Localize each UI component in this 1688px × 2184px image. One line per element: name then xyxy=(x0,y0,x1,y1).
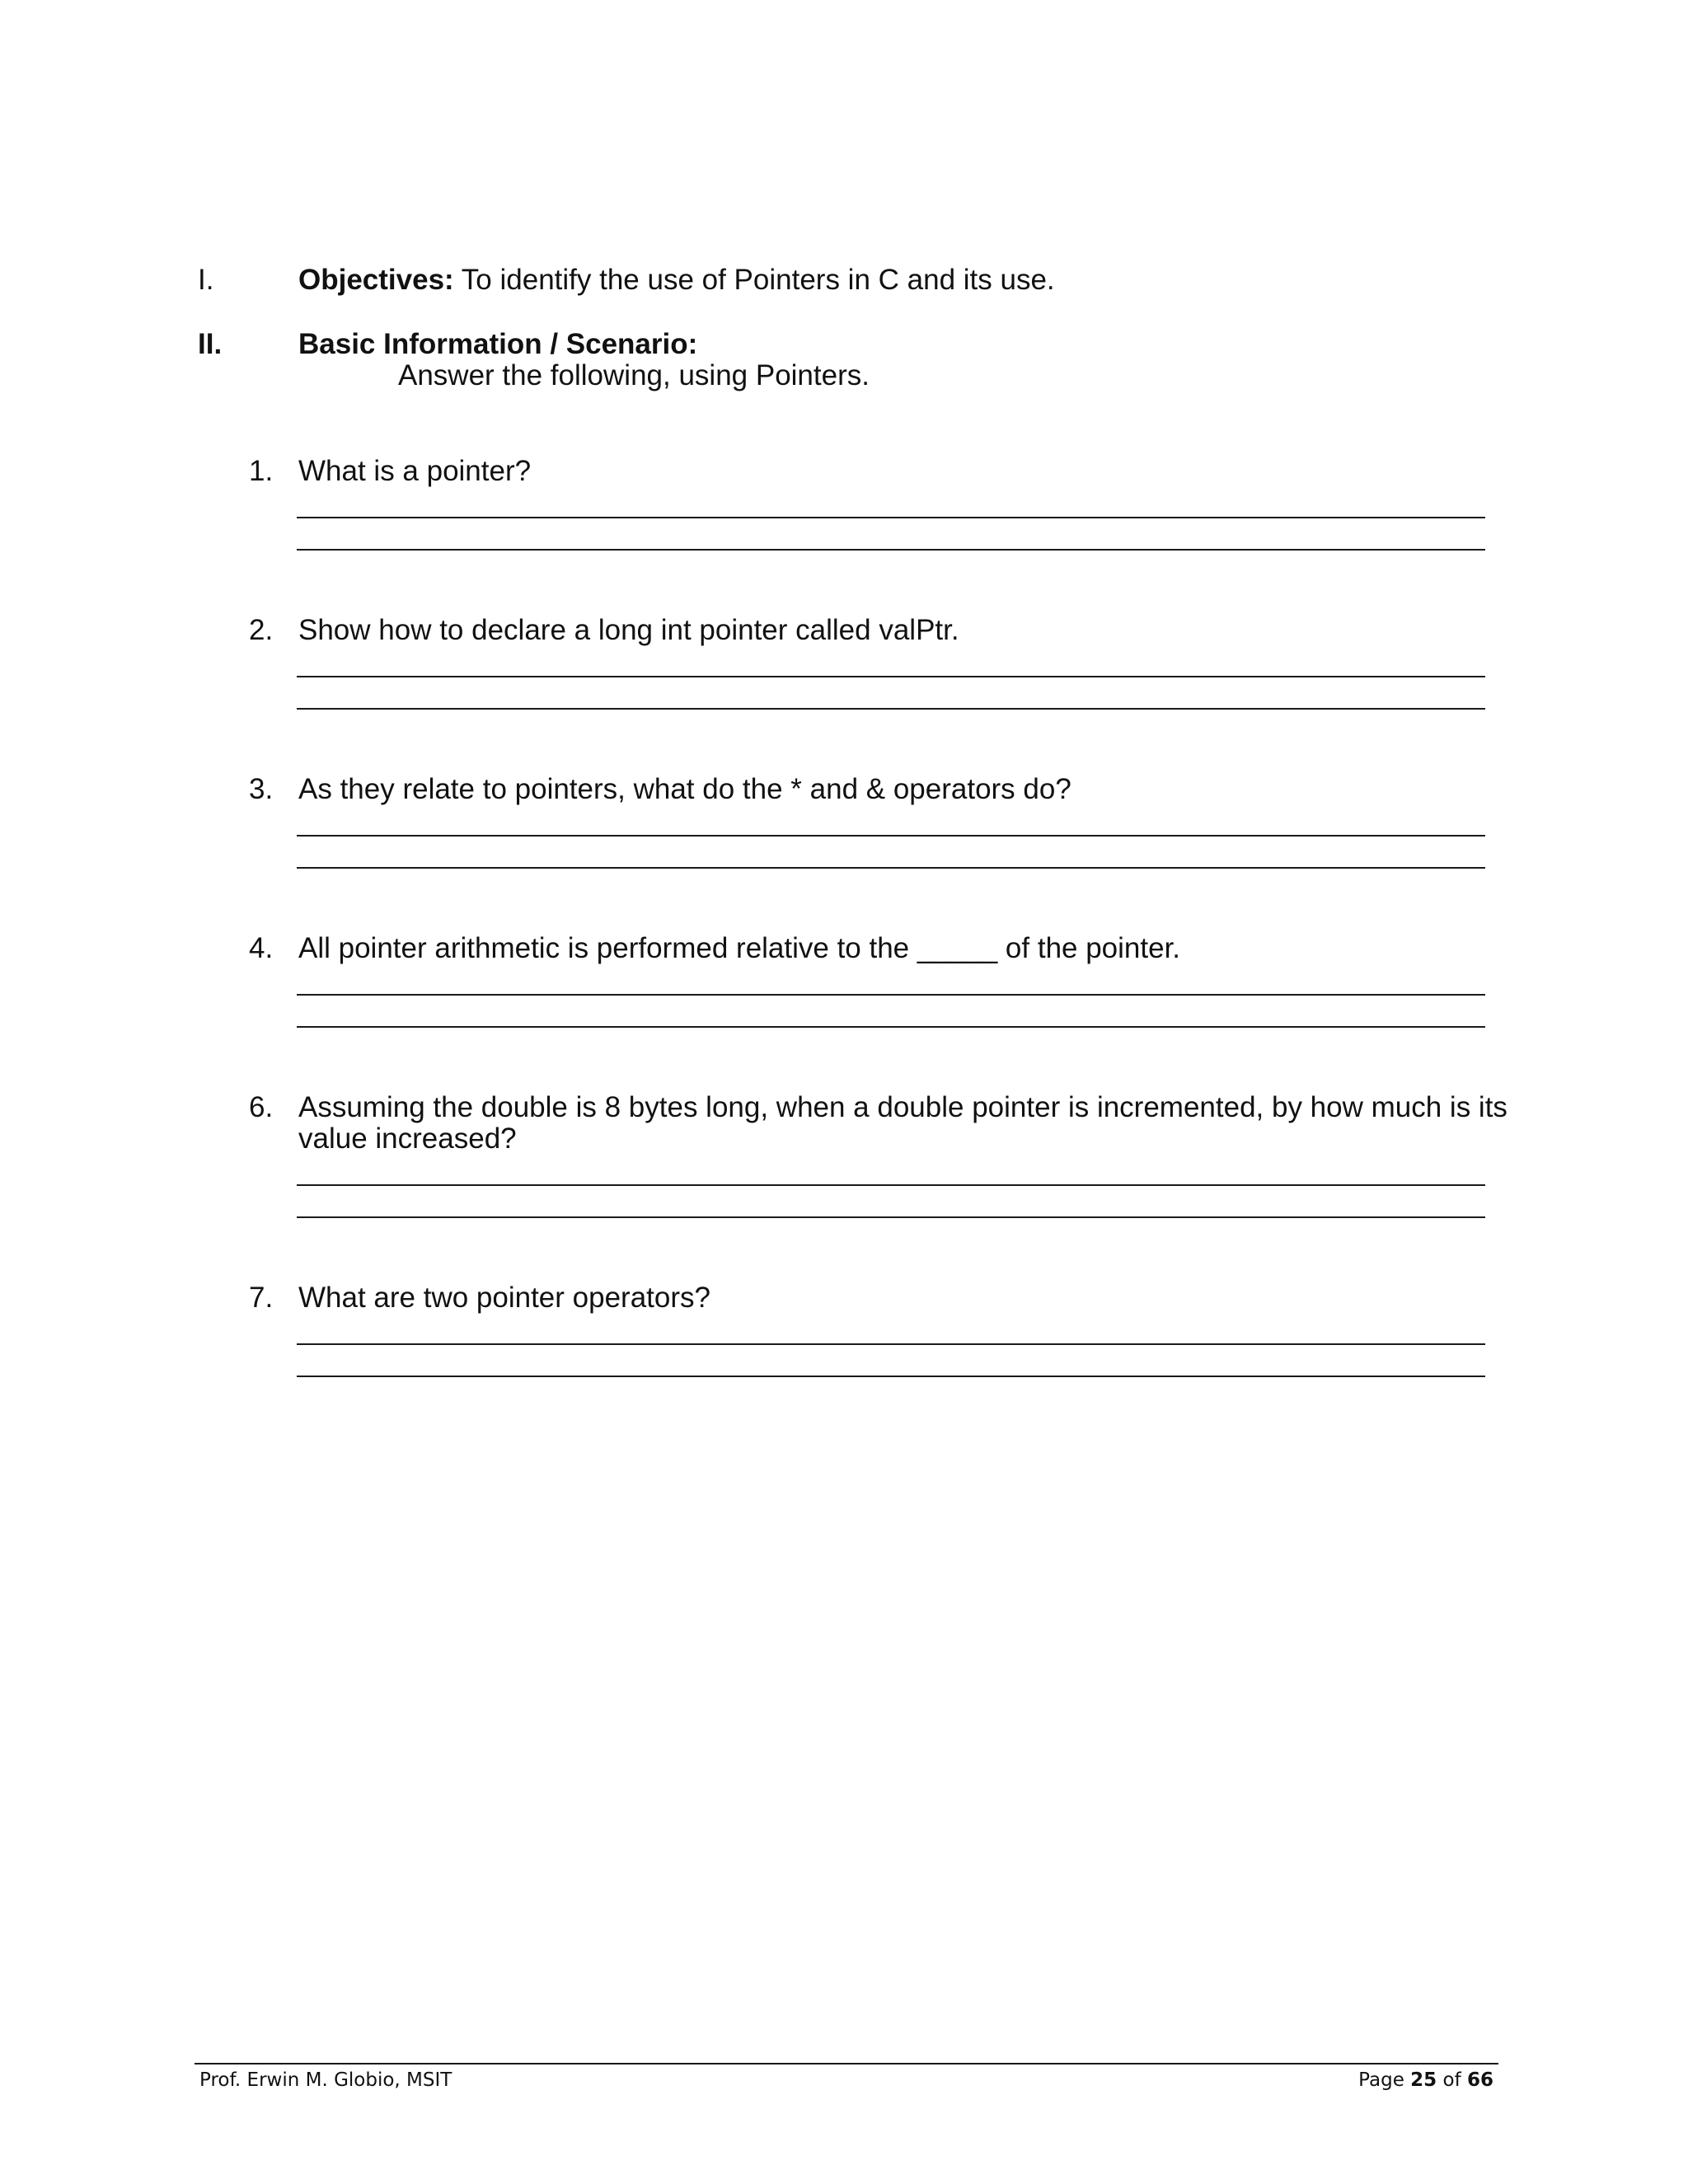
question-6-number: 6. xyxy=(249,1091,274,1123)
footer-author: Prof. Erwin M. Globio, MSIT xyxy=(199,2069,452,2091)
answer-line-2a[interactable] xyxy=(297,676,1485,677)
question-7-text: What are two pointer operators? xyxy=(298,1282,710,1314)
basic-info-instruction: Answer the following, using Pointers. xyxy=(398,359,870,391)
footer-rule xyxy=(195,2063,1498,2064)
question-3-text: As they relate to pointers, what do the * and & operators do? xyxy=(298,773,1071,805)
question-6-text-line1: Assuming the double is 8 bytes long, when a double pointer is incremented, by how much is its xyxy=(298,1091,1507,1123)
answer-line-4b[interactable] xyxy=(297,1026,1485,1028)
footer-page-prefix: Page xyxy=(1358,2069,1411,2091)
objectives-text: To identify the use of Pointers in C and its use. xyxy=(453,264,1055,296)
answer-line-7a[interactable] xyxy=(297,1343,1485,1345)
question-2-text: Show how to declare a long int pointer called valPtr. xyxy=(298,614,959,646)
question-2-number: 2. xyxy=(249,614,274,646)
answer-line-6b[interactable] xyxy=(297,1216,1485,1218)
question-1-number: 1. xyxy=(249,455,274,487)
footer-page-current: 25 xyxy=(1410,2069,1437,2091)
question-4-number: 4. xyxy=(249,932,274,964)
question-7-number: 7. xyxy=(249,1282,274,1314)
answer-line-3a[interactable] xyxy=(297,835,1485,837)
answer-line-1b[interactable] xyxy=(297,549,1485,551)
answer-line-3b[interactable] xyxy=(297,867,1485,869)
footer-page-of: of xyxy=(1437,2069,1467,2091)
objectives-line xyxy=(298,264,1055,297)
answer-line-1a[interactable] xyxy=(297,517,1485,518)
answer-line-7b[interactable] xyxy=(297,1376,1485,1377)
section-numeral-ii: II. xyxy=(198,328,223,360)
footer-page-number xyxy=(1358,2069,1493,2092)
basic-info-label: Basic Information / Scenario: xyxy=(298,328,698,360)
question-6-text-line2: value increased? xyxy=(298,1122,517,1155)
answer-line-4a[interactable] xyxy=(297,994,1485,996)
section-numeral-i: I. xyxy=(198,264,214,296)
question-1-text: What is a pointer? xyxy=(298,455,532,487)
answer-line-6a[interactable] xyxy=(297,1184,1485,1186)
objectives-label: Objectives: xyxy=(298,264,454,296)
question-3-number: 3. xyxy=(249,773,274,805)
question-4-text: All pointer arithmetic is performed relative to the _____ of the pointer. xyxy=(298,932,1181,964)
footer-page-total: 66 xyxy=(1466,2069,1493,2091)
answer-line-2b[interactable] xyxy=(297,708,1485,710)
